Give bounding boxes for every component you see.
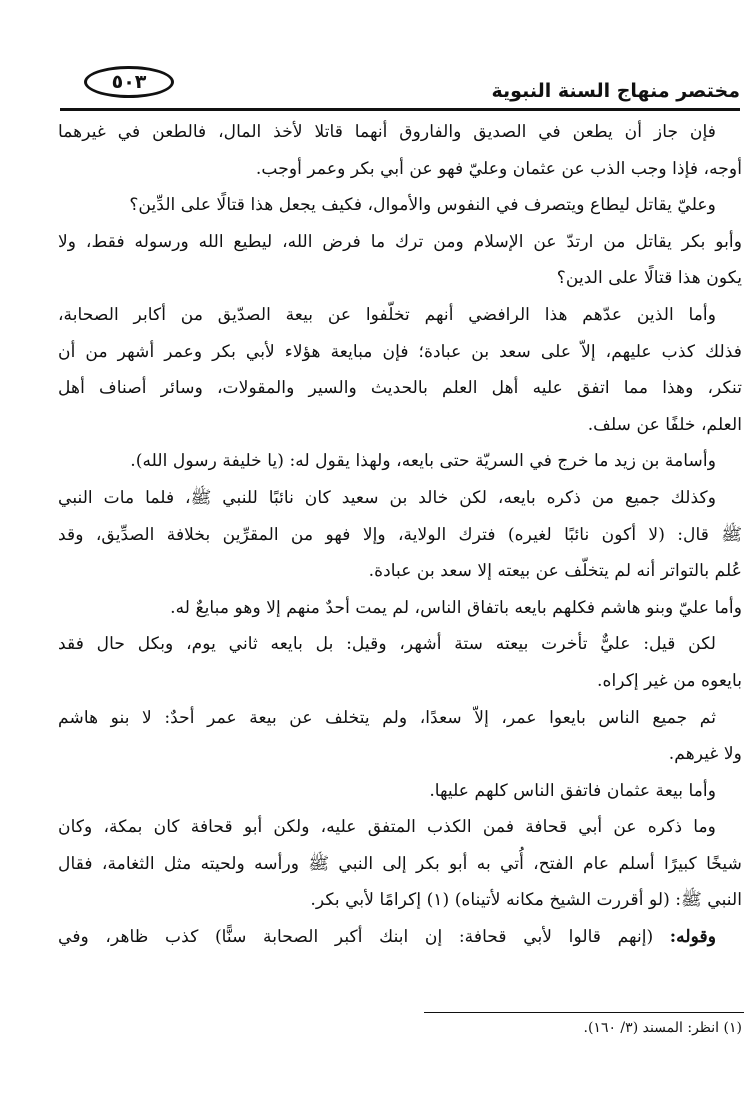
text-line: شيخًا كبيرًا أسلم عام الفتح، أُتي به أبو بكر إلى النبي ﷺ ورأسه ولحيته مثل الثغامة، فقال [58, 853, 742, 874]
bold-lead-word: وقوله: [669, 927, 716, 948]
text-line [58, 919, 742, 956]
text-line: لكن قيل: عليٌّ تأخرت بيعته ستة أشهر، وقيل: بل بايعه ثاني يوم، وبكل حال فقد [58, 634, 716, 655]
text-line-rest: (إنهم قالوا لأبي قحافة: إن ابنك أكبر الصحابة سنًّا) كذب ظاهر، وفي [58, 927, 670, 948]
running-title: مختصر منهاج السنة النبوية [491, 80, 740, 102]
text-line: وأما بيعة عثمان فاتفق الناس كلهم عليها. [429, 780, 716, 801]
page-number-badge: ٥٠٣ [84, 66, 174, 98]
text-line: ﷺ قال: (لا أكون نائبًا لغيره) فترك الولاية، وإلا فهو من المقرِّين بخلافة الصدِّيق، وقد [58, 524, 742, 545]
text-line: وكذلك جميع من ذكره بايعه، لكن خالد بن سعيد كان نائبًا للنبي ﷺ، فلما مات النبي [58, 487, 716, 508]
text-line: فإن جاز أن يطعن في الصديق والفاروق أنهما قاتلا لأخذ المال، فالطعن في غيرهما [58, 122, 716, 142]
body-text [58, 114, 742, 956]
text-line: وما ذكره عن أبي قحافة فمن الكذب المتفق عليه، ولكن أبو قحافة كان بمكة، وكان [58, 817, 716, 838]
text-line: ثم جميع الناس بايعوا عمر، إلاّ سعدًا، ولم يتخلف عن بيعة عمر أحدٌ: لا بنو هاشم [58, 707, 716, 728]
text-line: عُلم بالتواتر أنه لم يتخلّف عن بيعته إلا سعد بن عبادة. [368, 561, 742, 582]
text-line: ولا غيرهم. [668, 744, 742, 765]
text-line: وأسامة بن زيد ما خرج في السريّة حتى بايعه، ولهذا يقول له: (يا خليفة رسول الله). [130, 451, 716, 472]
text-line: أوجه، فإذا وجب الذب عن عثمان وعليّ فهو عن أبي بكر وعمر أوجب. [255, 158, 742, 179]
text-line: النبي ﷺ: (لو أقررت الشيخ مكانه لأتيناه) (١) إكرامًا لأبي بكر. [310, 890, 742, 911]
header-rule [60, 108, 740, 111]
text-line: يكون هذا قتالًا على الدين؟ [556, 268, 742, 289]
footnote: (١) انظر: المسند (٣/ ١٦٠). [583, 1020, 742, 1036]
text-line: العلم، خلفًا عن سلف. [587, 414, 742, 435]
page-header [60, 64, 740, 112]
text-line: فذلك كذب عليهم، إلاّ على سعد بن عبادة؛ فإن مبايعة هؤلاء لأبي بكر وعمر أشهر من أن [58, 341, 742, 362]
text-line: وأبو بكر يقاتل من ارتدّ عن الإسلام ومن ترك ما فرض الله، ليطيع الله ورسوله فقط، ولا [58, 231, 742, 252]
footnote-rule [424, 1012, 744, 1013]
text-line: وعليّ يقاتل ليطاع ويتصرف في النفوس والأموال، فكيف يجعل هذا قتالًا على الدِّين؟ [129, 195, 716, 216]
text-line: بايعوه من غير إكراه. [596, 670, 742, 691]
text-line: تنكر، وهذا مما اتفق عليه أهل العلم بالحديث والسير والمقولات، وسائر أصناف أهل [58, 378, 742, 399]
text-line: وأما عليّ وبنو هاشم فكلهم بايعه باتفاق الناس، لم يمت أحدٌ منهم إلا وهو مبايعٌ له. [170, 597, 742, 618]
text-line: وأما الذين عدّهم هذا الرافضي أنهم تخلّفوا عن بيعة الصدّيق من أكابر الصحابة، [58, 304, 716, 325]
